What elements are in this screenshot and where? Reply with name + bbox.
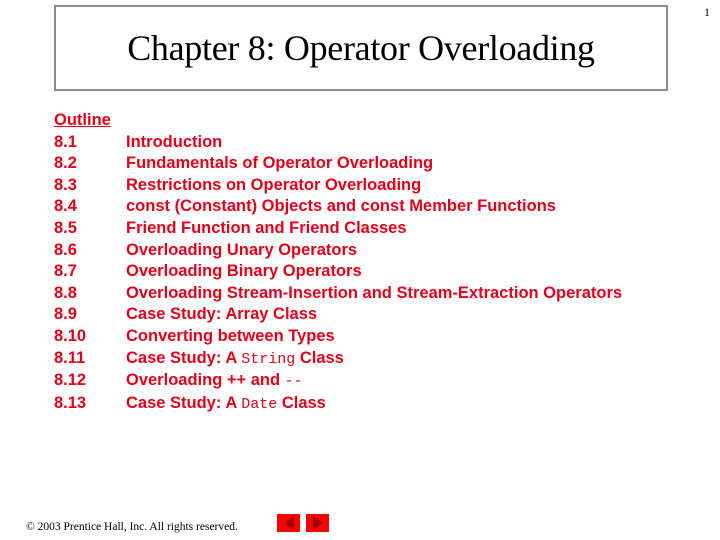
outline-item[interactable] (54, 153, 622, 175)
title-box (54, 5, 668, 91)
code-text: String (241, 350, 296, 368)
section-number: 8.5 (54, 218, 77, 237)
section-number: 8.4 (54, 197, 77, 216)
outline-item[interactable] (54, 240, 622, 262)
page-number: 1 (704, 5, 710, 19)
outline-item[interactable] (54, 304, 622, 326)
triangle-left-icon (284, 516, 294, 530)
section-title (126, 370, 303, 393)
section-title (126, 393, 326, 416)
section-number: 8.6 (54, 240, 77, 259)
section-title: Converting between Types (126, 326, 335, 345)
section-number: 8.10 (54, 326, 87, 345)
section-title: Overloading Unary Operators (126, 240, 358, 259)
section-title: Overloading Binary Operators (126, 262, 362, 281)
copyright-footer: © 2003 Prentice Hall, Inc. All rights reserved. (26, 521, 238, 533)
triangle-right-icon (313, 516, 323, 530)
section-number: 8.7 (54, 262, 77, 281)
outline-item[interactable] (54, 283, 622, 305)
next-slide-button[interactable] (306, 514, 329, 532)
title-text: Case Study: A (126, 348, 242, 367)
section-number: 8.11 (54, 348, 86, 367)
section-number: 8.8 (54, 283, 77, 302)
outline-heading: Outline (54, 111, 111, 129)
section-title: const (Constant) Objects and const Member Functions (126, 197, 556, 216)
section-title: Friend Function and Friend Classes (126, 218, 407, 237)
section-number: 8.1 (54, 132, 77, 151)
outline-item[interactable] (54, 348, 622, 371)
outline-item[interactable] (54, 196, 622, 218)
previous-slide-button[interactable] (277, 514, 300, 532)
outline-item[interactable] (54, 261, 622, 283)
code-text: Date (241, 395, 278, 413)
section-number: 8.13 (54, 393, 87, 412)
section-title: Introduction (126, 132, 223, 151)
outline-item[interactable] (54, 175, 622, 197)
section-number: 8.3 (54, 175, 77, 194)
section-number: 8.9 (54, 305, 77, 324)
outline (54, 110, 622, 415)
section-title: Case Study: Array Class (126, 305, 318, 324)
title-text: Overloading ++ and (126, 371, 285, 390)
slide-title: Chapter 8: Operator Overloading (127, 28, 595, 68)
outline-item[interactable] (54, 370, 622, 393)
outline-item[interactable] (54, 132, 622, 154)
title-text: Class (277, 393, 326, 412)
outline-item[interactable] (54, 393, 622, 416)
section-title: Overloading Stream-Insertion and Stream-Extraction Operators (126, 283, 623, 302)
section-number: 8.12 (54, 371, 87, 390)
outline-item[interactable] (54, 326, 622, 348)
title-text: Class (295, 348, 344, 367)
section-title (126, 348, 344, 371)
title-text: Case Study: A (126, 393, 242, 412)
section-title: Fundamentals of Operator Overloading (126, 154, 434, 173)
section-number: 8.2 (54, 154, 77, 173)
section-title: Restrictions on Operator Overloading (126, 175, 422, 194)
code-text: -- (284, 373, 303, 391)
outline-item[interactable] (54, 218, 622, 240)
